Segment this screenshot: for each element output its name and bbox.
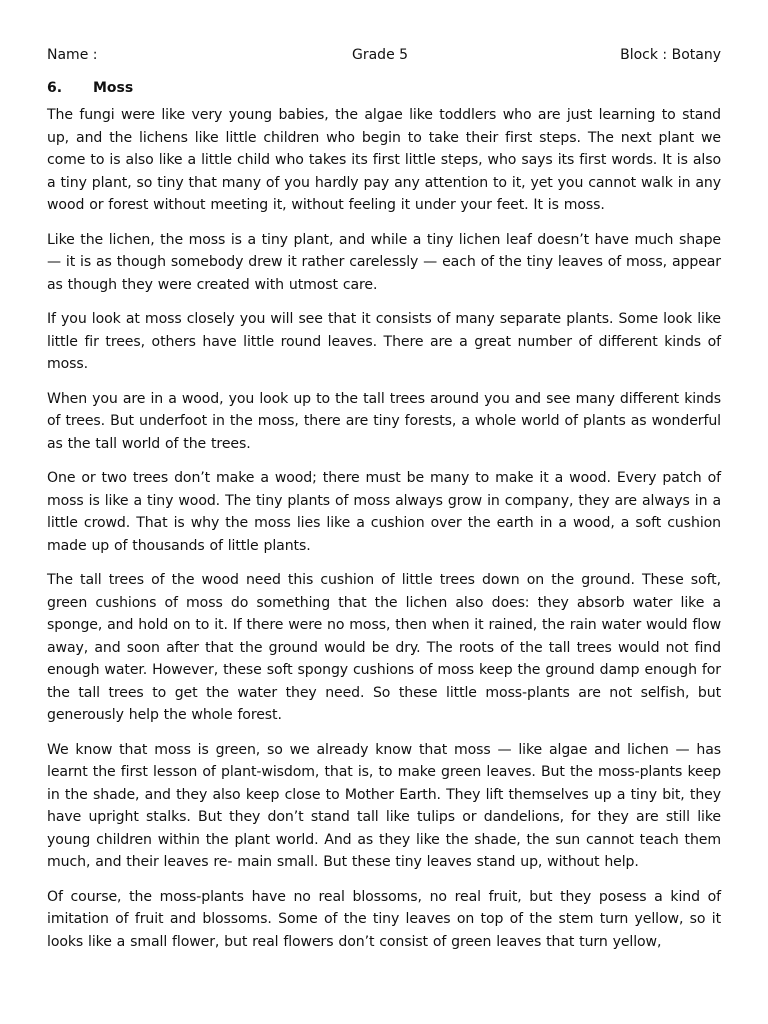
paragraph: The fungi were like very young babies, the algae like toddlers who are just learning to stand up, and the lichens like little children who begin to take their first steps. The next plant we come to is also like a little child who takes its first little steps, who says its first words. It is also a tiny plant, so tiny that many of you hardly pay any attention to it, yet you cannot walk in any wood or forest without meeting it, without feeling it under your feet. It is moss. [47, 107, 721, 213]
section-number: 6. [47, 80, 63, 96]
paragraph: One or two trees don’t make a wood; there must be many to make it a wood. Every patch of moss is like a tiny wood. The tiny plants of moss always grow in company, they are always in a little crowd. That is why the moss lies like a cushion over the earth in a wood, a soft cushion made up of thousands of little plants. [47, 470, 721, 554]
paragraph: When you are in a wood, you look up to the tall trees around you and see many different kinds of trees. But underfoot in the moss, there are tiny forests, a whole world of plants as wonderful as the tall world of the trees. [47, 390, 721, 452]
paragraph: Of course, the moss-plants have no real blossoms, no real fruit, but they posess a kind of imitation of fruit and blossoms. Some of the tiny leaves on top of the stem turn yellow, so it looks like a small flower, but real flowers don’t consist of green leaves that turn yellow, [47, 888, 721, 950]
paragraph: If you look at moss closely you will see that it consists of many separate plants. Some look like little fir trees, others have little round leaves. There are a great number of different kinds of moss. [47, 311, 721, 372]
grade-label: Grade 5 [352, 47, 409, 63]
paragraph: We know that moss is green, so we already know that moss — like algae and lichen — has learnt the first lesson of plant-wisdom, that is, to make green leaves. But the moss-plants keep in the shade, and they also keep close to Mother Earth. They lift themselves up a tiny bit, they have upright stalks. But they don’t stand tall like tulips or dandelions, for they are still like young children within the plant world. And as they like the shade, the sun cannot teach them much, and their leaves re- main small. But these tiny leaves stand up, without help. [47, 741, 721, 870]
paragraph: The tall trees of the wood need this cushion of little trees down on the ground. These soft, green cushions of moss do something that the lichen also does: they absorb water like a sponge, and hold on to it. If there were no moss, then when it rained, the rain water would flow away, and soon after that the ground would be dry. The roots of the tall trees would not find enough water. However, these soft spongy cushions of moss keep the ground damp enough for the tall trees to get the water they need. So these little moss-plants are not selfish, but generously help the whole forest. [47, 572, 721, 723]
name-label: Name : [47, 47, 98, 63]
section-heading [47, 78, 721, 98]
document-page [47, 44, 721, 953]
section-title: Moss [93, 80, 134, 96]
worksheet-header [47, 44, 721, 66]
block-label: Block : Botany [620, 47, 721, 63]
paragraph: Like the lichen, the moss is a tiny plant, and while a tiny lichen leaf doesn’t have much shape — it is as though somebody drew it rather carelessly — each of the tiny leaves of moss, appear as though they were created with utmost care. [47, 231, 721, 293]
